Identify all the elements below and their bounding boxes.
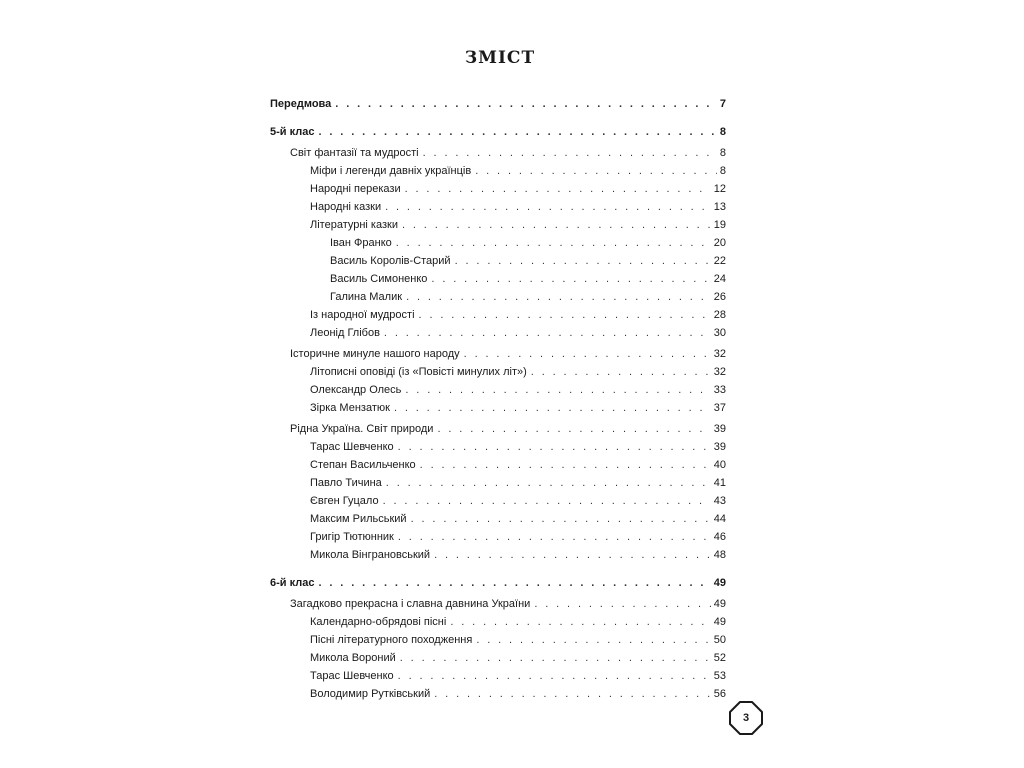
toc-entry-page: 32 — [713, 366, 726, 378]
toc-entry-page: 48 — [713, 549, 726, 561]
dot-leader — [431, 270, 710, 288]
dot-leader — [406, 288, 711, 306]
toc-entry-title: Леонід Глібов — [310, 327, 380, 339]
dot-leader — [405, 180, 711, 198]
toc-entry-title: Григір Тютюнник — [310, 531, 394, 543]
toc-entry-title: Павло Тичина — [310, 477, 382, 489]
toc-entry[interactable] — [270, 438, 726, 456]
toc-entry-title: Народні перекази — [310, 183, 401, 195]
toc-entry-title: Передмова — [270, 98, 332, 110]
toc-entry-page: 24 — [713, 273, 726, 285]
toc-entry-title: 5-й клас — [270, 126, 315, 138]
toc-entry[interactable] — [270, 345, 726, 363]
dot-leader — [437, 420, 710, 438]
page-title: ЗМІСТ — [464, 48, 536, 68]
toc-entry[interactable] — [270, 399, 726, 417]
toc-entry-page: 49 — [713, 598, 726, 610]
page-number-badge — [728, 700, 764, 736]
toc-entry-title: Василь Королів-Старий — [330, 255, 451, 267]
toc-entry[interactable] — [270, 613, 726, 631]
dot-leader — [534, 595, 710, 613]
toc-entry[interactable] — [270, 528, 726, 546]
dot-leader — [411, 510, 711, 528]
toc-entry-page: 41 — [713, 477, 726, 489]
toc-entry-title: Микола Вінграновський — [310, 549, 431, 561]
toc-entry-title: Літературні казки — [310, 219, 398, 231]
toc-entry-page: 19 — [713, 219, 726, 231]
toc-entry[interactable] — [270, 252, 726, 270]
toc-entry-page: 22 — [713, 255, 726, 267]
dot-leader — [396, 234, 711, 252]
dot-leader — [385, 198, 711, 216]
toc-entry[interactable] — [270, 144, 726, 162]
dot-leader — [531, 363, 711, 381]
toc-entry[interactable] — [270, 510, 726, 528]
toc-entry-title: Олександр Олесь — [310, 384, 402, 396]
toc-entry-title: Рідна Україна. Світ природи — [290, 423, 434, 435]
dot-leader — [318, 574, 710, 592]
toc-entry-page: 26 — [713, 291, 726, 303]
dot-leader — [476, 631, 710, 649]
toc-entry-title: Народні казки — [310, 201, 382, 213]
dot-leader — [398, 438, 711, 456]
dot-leader — [419, 306, 711, 324]
toc-entry-title: Галина Малик — [330, 291, 403, 303]
toc-entry[interactable] — [270, 631, 726, 649]
toc-entry-page: 8 — [719, 126, 726, 138]
toc-entry-page: 50 — [713, 634, 726, 646]
dot-leader — [423, 144, 717, 162]
toc-entry-page: 56 — [713, 688, 726, 700]
dot-leader — [398, 667, 711, 685]
toc-entry-page: 39 — [713, 441, 726, 453]
toc-entry-page: 49 — [713, 577, 726, 589]
dot-leader — [434, 546, 711, 564]
toc-entry-page: 8 — [719, 147, 726, 159]
toc-entry[interactable] — [270, 685, 726, 703]
toc-entry-page: 53 — [713, 670, 726, 682]
toc-entry[interactable] — [270, 324, 726, 342]
toc-entry-title: 6-й клас — [270, 577, 315, 589]
toc-entry[interactable] — [270, 198, 726, 216]
table-of-contents — [270, 95, 726, 703]
toc-entry-page: 52 — [713, 652, 726, 664]
toc-entry[interactable] — [270, 180, 726, 198]
page-number: 3 — [742, 712, 750, 724]
toc-entry[interactable] — [270, 95, 726, 113]
dot-leader — [386, 474, 711, 492]
toc-entry-title: Микола Вороний — [310, 652, 396, 664]
toc-entry[interactable] — [270, 270, 726, 288]
toc-entry-title: Міфи і легенди давніх українців — [310, 165, 472, 177]
toc-entry-page: 13 — [713, 201, 726, 213]
toc-entry[interactable] — [270, 574, 726, 592]
dot-leader — [434, 685, 710, 703]
toc-entry[interactable] — [270, 162, 726, 180]
toc-entry-page: 32 — [713, 348, 726, 360]
dot-leader — [335, 95, 717, 113]
toc-entry-page: 39 — [713, 423, 726, 435]
toc-entry-title: Василь Симоненко — [330, 273, 428, 285]
toc-entry[interactable] — [270, 216, 726, 234]
toc-entry-page: 20 — [713, 237, 726, 249]
toc-entry[interactable] — [270, 381, 726, 399]
dot-leader — [383, 492, 711, 510]
dot-leader — [318, 123, 716, 141]
toc-entry-title: Загадково прекрасна і славна давнина України — [290, 598, 531, 610]
toc-entry-page: 28 — [713, 309, 726, 321]
toc-entry-title: Максим Рильський — [310, 513, 407, 525]
toc-entry-page: 33 — [713, 384, 726, 396]
toc-entry[interactable] — [270, 420, 726, 438]
toc-entry-title: Літописні оповіді (із «Повісті минулих літ») — [310, 366, 527, 378]
toc-entry[interactable] — [270, 456, 726, 474]
toc-entry-page: 8 — [719, 165, 726, 177]
toc-entry-page: 46 — [713, 531, 726, 543]
toc-entry-title: Тарас Шевченко — [310, 670, 394, 682]
dot-leader — [464, 345, 711, 363]
toc-entry-title: Степан Васильченко — [310, 459, 416, 471]
toc-entry[interactable] — [270, 492, 726, 510]
dot-leader — [455, 252, 711, 270]
dot-leader — [400, 649, 711, 667]
toc-entry-title: Із народної мудрості — [310, 309, 415, 321]
toc-entry[interactable] — [270, 667, 726, 685]
toc-entry[interactable] — [270, 363, 726, 381]
toc-entry-title: Календарно-обрядові пісні — [310, 616, 447, 628]
toc-entry-page: 43 — [713, 495, 726, 507]
toc-entry[interactable] — [270, 474, 726, 492]
toc-entry-page: 37 — [713, 402, 726, 414]
dot-leader — [405, 381, 710, 399]
toc-entry-page: 7 — [719, 98, 726, 110]
toc-entry-title: Володимир Рутківський — [310, 688, 431, 700]
dot-leader — [450, 613, 710, 631]
dot-leader — [420, 456, 711, 474]
toc-entry[interactable] — [270, 595, 726, 613]
toc-entry-title: Тарас Шевченко — [310, 441, 394, 453]
toc-entry-title: Зірка Мензатюк — [310, 402, 390, 414]
toc-entry-title: Світ фантазії та мудрості — [290, 147, 419, 159]
toc-entry-title: Історичне минуле нашого народу — [290, 348, 460, 360]
toc-entry-title: Євген Гуцало — [310, 495, 379, 507]
dot-leader — [402, 216, 711, 234]
toc-entry-title: Іван Франко — [330, 237, 392, 249]
toc-entry-page: 49 — [713, 616, 726, 628]
toc-entry-page: 40 — [713, 459, 726, 471]
dot-leader — [384, 324, 711, 342]
dot-leader — [394, 399, 711, 417]
toc-entry-page: 30 — [713, 327, 726, 339]
toc-entry[interactable] — [270, 288, 726, 306]
dot-leader — [398, 528, 711, 546]
toc-entry[interactable] — [270, 306, 726, 324]
toc-entry[interactable] — [270, 649, 726, 667]
toc-entry[interactable] — [270, 546, 726, 564]
toc-entry-title: Пісні літературного походження — [310, 634, 473, 646]
dot-leader — [475, 162, 717, 180]
toc-entry-page: 12 — [713, 183, 726, 195]
toc-entry[interactable] — [270, 234, 726, 252]
toc-entry-page: 44 — [713, 513, 726, 525]
toc-entry[interactable] — [270, 123, 726, 141]
